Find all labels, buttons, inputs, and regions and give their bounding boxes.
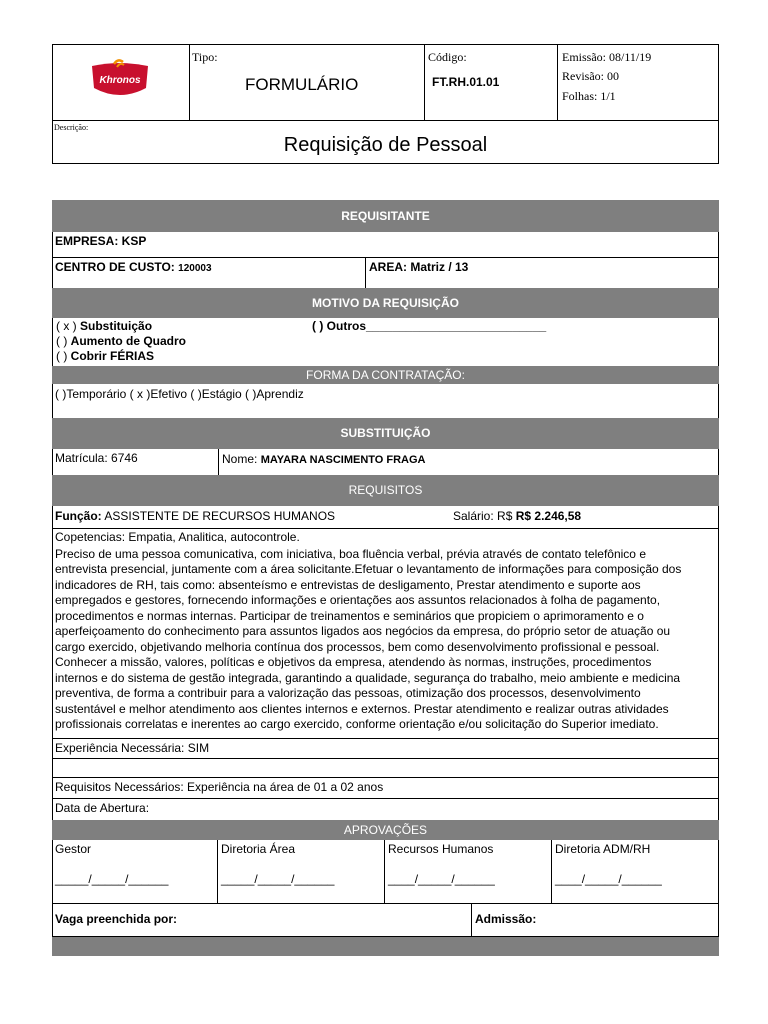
company-logo xyxy=(90,58,150,102)
approval-diretoria-area[interactable] xyxy=(218,840,385,904)
checkbox-mark: ( ) xyxy=(56,349,68,363)
funcao-field xyxy=(52,506,452,528)
motivo-options xyxy=(56,319,716,365)
motivo-option-ferias[interactable] xyxy=(56,349,716,364)
descricao-label: Descrição: xyxy=(54,123,89,132)
experiencia-field: Experiência Necessária: SIM xyxy=(52,739,719,759)
tipo-label: Tipo: xyxy=(192,50,218,64)
competencias-line: Conhecer a missão, valores, políticas e objetivos da empresa, atendendo às normas, instruções, procedimentos xyxy=(55,655,652,669)
document-title: Requisição de Pessoal xyxy=(283,134,488,156)
competencias-line: indicadores de RH, tais como: absenteísmo e entrevistas de desligamento, Prestar atendimento e suporte aos xyxy=(55,577,641,592)
nome-value: MAYARA NASCIMENTO FRAGA xyxy=(260,454,426,466)
logo-text: Khronos xyxy=(99,75,141,86)
header-divider xyxy=(189,44,190,121)
footer-bar xyxy=(52,936,719,956)
salario-field xyxy=(450,506,710,528)
codigo-value: FT.RH.01.01 xyxy=(432,75,500,89)
competencias-line: Copetencias: Empatia, Analitica, autocontrole. xyxy=(55,530,300,544)
empresa-field: EMPRESA: KSP xyxy=(52,232,719,258)
centro-custo-value: 120003 xyxy=(178,263,212,274)
codigo-label: Código: xyxy=(428,50,467,64)
salario-value: R$ 2.246,58 xyxy=(515,509,582,523)
competencias-block xyxy=(52,528,719,739)
option-label: Cobrir FÉRIAS xyxy=(70,349,155,363)
competencias-line: entrevista presencial, juntamente com a área solicitante.Efetuar o levantamento de informações para composição dos xyxy=(55,562,682,576)
funcao-label: Função: xyxy=(55,509,102,523)
forma-options[interactable]: ( )Temporário ( x )Efetivo ( )Estágio ( )Aprendiz xyxy=(55,387,304,401)
option-label: Outros___________________________ xyxy=(326,319,547,333)
competencias-line: Preciso de uma pessoa comunicativa, com iniciativa, boa fluência verbal, prévia através de contato telefônico e xyxy=(55,546,646,561)
blank-row xyxy=(52,759,719,778)
approval-date: ____/_____/______ xyxy=(388,872,495,886)
approval-gestor[interactable] xyxy=(52,840,218,904)
emissao-text: Emissão: 08/11/19 xyxy=(562,50,652,64)
competencias-line: empregados e gestores, fornecendo informações e orientações aos assuntos relacionados à folha de pagamento, xyxy=(55,593,661,607)
competencias-line: sustentável e melhor atendimento aos clientes internos e externos. Prestar atendimento e realizar outras atividades xyxy=(55,701,669,716)
competencias-line: cargo exercido, objetivando melhoria contínua dos processos, bem como desenvolvimento profissional e pessoal. xyxy=(55,639,660,654)
approval-date: _____/_____/______ xyxy=(55,872,169,886)
section-header-aprovacoes: APROVAÇÕES xyxy=(52,820,719,840)
section-header-forma: FORMA DA CONTRATAÇÃO: xyxy=(52,366,719,384)
header-divider xyxy=(557,44,558,121)
competencias-line: preventiva, de forma a contribuir para a valorização das pessoas, otimização dos processos, desenvolvimento xyxy=(55,686,641,700)
folhas-text: Folhas: 1/1 xyxy=(562,89,616,103)
approval-recursos-humanos[interactable] xyxy=(385,840,552,904)
section-header-substituicao: SUBSTITUIÇÃO xyxy=(52,418,719,449)
header-divider xyxy=(52,120,719,121)
vaga-preenchida-field[interactable]: Vaga preenchida por: xyxy=(52,904,472,936)
checkbox-mark: ( ) xyxy=(312,319,324,333)
approval-label: Diretoria ADM/RH xyxy=(555,842,651,856)
tipo-value: FORMULÁRIO xyxy=(245,75,359,94)
centro-custo-label: CENTRO DE CUSTO: xyxy=(55,260,175,274)
approval-diretoria-adm-rh[interactable] xyxy=(552,840,719,904)
requisitos-necessarios-field: Requisitos Necessários: Experiência na área de 01 a 02 anos xyxy=(52,778,719,799)
nome-field xyxy=(219,449,719,475)
centro-custo-field xyxy=(52,258,366,288)
approval-date: _____/_____/______ xyxy=(221,872,335,886)
option-label: Substituição xyxy=(80,319,153,333)
option-label: Aumento de Quadro xyxy=(70,334,187,348)
checkbox-mark: ( ) xyxy=(56,334,68,348)
data-abertura-field: Data de Abertura: xyxy=(55,801,150,815)
admissao-field[interactable]: Admissão: xyxy=(475,912,537,926)
approval-label: Gestor xyxy=(55,842,92,856)
competencias-line: procedimentos e normas internas. Participar de treinamentos e seminários que propiciem o aprimoramento e o xyxy=(55,608,644,623)
section-header-requisitos: REQUISITOS xyxy=(52,475,719,506)
header-divider xyxy=(424,44,425,121)
checkbox-mark: ( x ) xyxy=(56,319,77,333)
nome-label: Nome: xyxy=(222,452,258,466)
competencias-line: profissionais correlatas e inerentes ao cargo exercido, conforme orientação e/ou solicitação do Superior imediato. xyxy=(55,717,659,731)
approval-label: Diretoria Área xyxy=(221,842,296,856)
motivo-option-aumento[interactable] xyxy=(56,334,716,349)
salario-label: Salário: R$ xyxy=(453,509,513,523)
motivo-option-outros[interactable] xyxy=(312,319,546,334)
approval-date: ____/_____/______ xyxy=(555,872,662,886)
section-header-motivo: MOTIVO DA REQUISIÇÃO xyxy=(52,288,719,318)
competencias-line: aperfeiçoamento do conhecimento para assuntos ligados aos negócios da empresa, do próprio setor de atuação ou xyxy=(55,624,671,638)
funcao-value: ASSISTENTE DE RECURSOS HUMANOS xyxy=(104,509,336,523)
revisao-text: Revisão: 00 xyxy=(562,69,619,83)
approval-label: Recursos Humanos xyxy=(388,842,494,856)
area-field: AREA: Matriz / 13 xyxy=(369,260,469,274)
section-header-requisitante: REQUISITANTE xyxy=(52,200,719,232)
matricula-field: Matrícula: 6746 xyxy=(52,449,219,475)
competencias-line: internos e do sistema de gestão integrada, garantindo a qualidade, segurança do trabalho, meio ambiente e medicina xyxy=(55,670,681,685)
